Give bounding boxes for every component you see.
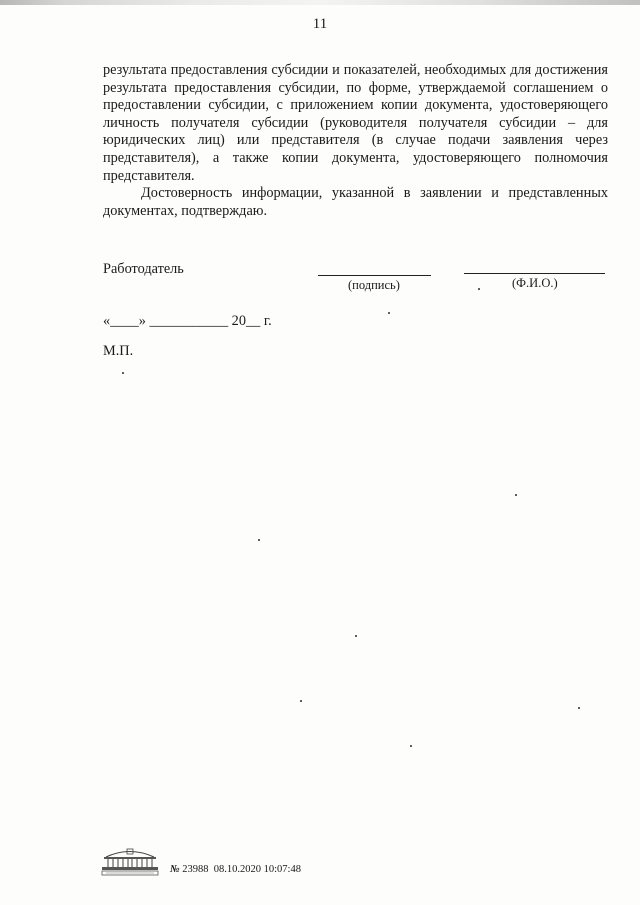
scan-edge-artifact — [0, 0, 640, 5]
scan-speck — [388, 312, 390, 314]
employer-label: Работодатель — [103, 261, 184, 277]
registration-mark — [170, 864, 301, 875]
scan-speck — [478, 288, 480, 290]
paragraph-1: результата предоставления субсидии и показателей, необходимых для достижения результата предоставления субсидии, по форме, утверждаемой соглашением о предоставлении субсидии, с приложением копии документа, удостоверяющего личность получателя субсидии (руководителя получателя субсидии – для юридических лиц) или представителя (в случае подачи заявления через представителя), а также копии документа, удостоверяющего полномочия представителя. — [103, 62, 608, 184]
page-number: 11 — [312, 16, 328, 32]
scan-speck — [122, 372, 124, 374]
signature-line — [318, 275, 431, 276]
paragraph-2: Достоверность информации, указанной в заявлении и представленных документах, подтверждаю. — [103, 185, 608, 219]
signature-caption: (подпись) — [348, 278, 400, 292]
fio-line — [464, 273, 605, 274]
government-building-icon — [100, 848, 160, 876]
scan-speck — [578, 707, 580, 709]
stamp-place-label: М.П. — [103, 343, 134, 359]
registration-number: 23988 08.10.2020 10:07:48 — [179, 864, 301, 875]
scan-speck — [300, 700, 302, 702]
body-text — [103, 62, 608, 220]
date-line: «____» ___________ 20__ г. — [103, 313, 272, 329]
scan-speck — [355, 635, 357, 637]
scan-speck — [258, 539, 260, 541]
fio-caption: (Ф.И.О.) — [512, 276, 558, 290]
number-sign: № — [170, 864, 180, 875]
scan-speck — [410, 745, 412, 747]
scan-speck — [515, 494, 517, 496]
